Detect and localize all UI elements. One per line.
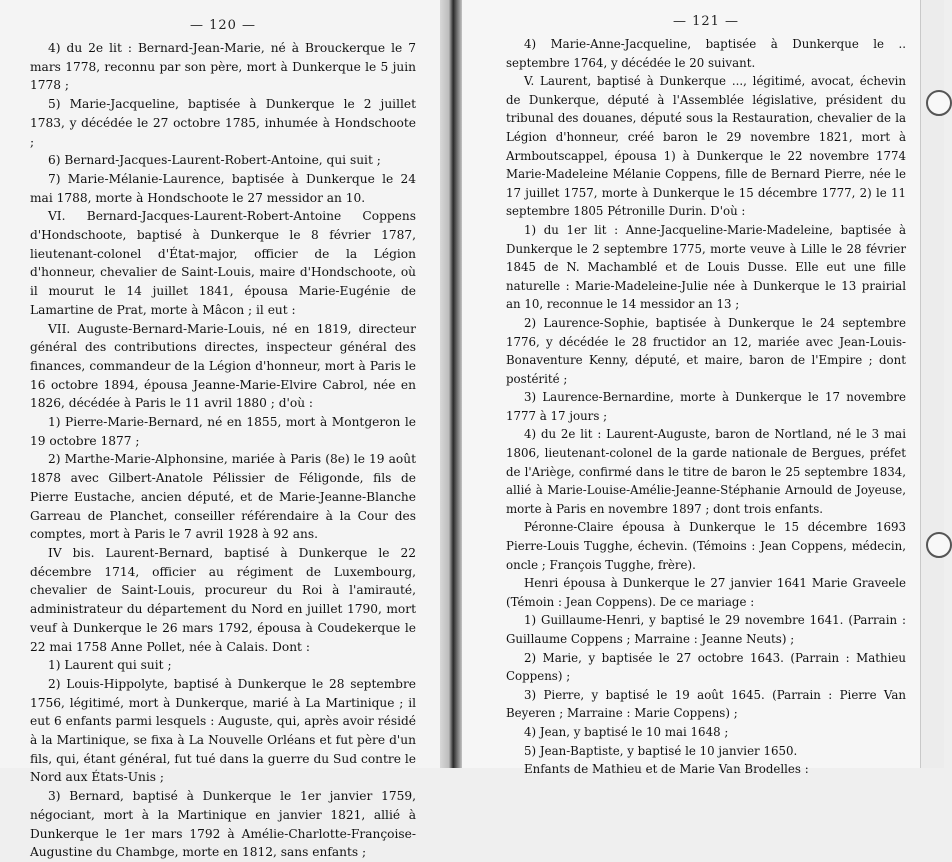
paragraph: 1) Pierre-Marie-Bernard, né en 1855, mort à Montgeron le 19 octobre 1877 ; (30, 415, 416, 448)
paragraph: Enfants de Mathieu et de Marie Van Brodelles : (524, 762, 809, 777)
paragraph: 3) Pierre, y baptisé le 19 août 1645. (Parrain : Pierre Van Beyeren ; Marraine : Marie Coppens) ; (506, 687, 906, 721)
paragraph: 7) Marie-Mélanie-Laurence, baptisée à Dunkerque le 24 mai 1788, morte à Hondschoote le 27 messidor an 10. (30, 171, 416, 205)
book-gutter (440, 0, 462, 768)
paragraph: 3) Laurence-Bernardine, morte à Dunkerque le 17 novembre 1777 à 17 jours ; (506, 390, 906, 423)
paragraph: 6) Bernard-Jacques-Laurent-Robert-Antoine, qui suit ; (48, 153, 381, 168)
paragraph: Péronne-Claire épousa à Dunkerque le 15 décembre 1693 Pierre-Louis Tugghe, échevin. (Témoins : Jean Coppens, médecin, oncle ; François Tugghe, frère). (506, 520, 906, 572)
left-page (0, 0, 440, 860)
paragraph: 5) Marie-Jacqueline, baptisée à Dunkerque le 2 juillet 1783, y décédée le 27 octobre 1785, inhumée à Hondschoote ; (30, 97, 416, 149)
paragraph: 2) Louis-Hippolyte, baptisé à Dunkerque le 28 septembre 1756, légitimé, mort à Dunkerque, marié à La Martinique ; il eut 6 enfants parmi lesquels : Auguste, qui, après avoir résidé à la Martinique, se fixa à La Nouvelle Orléans et fut père d'un fils, qui, étant général, fut tué dans la guerre du Sud contre le Nord aux États-Unis ; (30, 676, 416, 785)
paragraph: 4) Jean, y baptisé le 10 mai 1648 ; (524, 724, 729, 739)
paragraph: 3) Bernard, baptisé à Dunkerque le 1er janvier 1759, négociant, mort à la Martinique en janvier 1821, allié à Dunkerque le 1er mars 1792 à Amélie-Charlotte-Françoise-Augustine du Chambge, morte en 1812, sans enfants ; (30, 789, 416, 860)
paragraph: 4) Marie-Anne-Jacqueline, baptisée à Dunkerque le .. septembre 1764, y décédée le 20 suivant. (506, 37, 906, 70)
right-page-text (506, 35, 906, 779)
paragraph: 4) du 2e lit : Laurent-Auguste, baron de Nortland, né le 3 mai 1806, lieutenant-colonel de la garde nationale de Bergues, préfet de l'Ariège, confirmé dans le titre de baron le 25 septembre 1834, allié à Marie-Louise-Amélie-Jeanne-Stéphanie Arnould de Joyeuse, morte à Paris en novembre 1897 ; dont trois enfants. (506, 427, 906, 516)
right-page (462, 0, 920, 777)
binding-hole-icon (926, 90, 952, 116)
paragraph: Henri épousa à Dunkerque le 27 janvier 1641 Marie Graveele (Témoin : Jean Coppens). De ce mariage : (506, 576, 906, 609)
page-number-right: — 121 — (672, 14, 740, 29)
binding-hole-icon (926, 532, 952, 558)
page-number-left: — 120 — (189, 18, 257, 33)
paragraph: IV bis. Laurent-Bernard, baptisé à Dunkerque le 22 décembre 1714, officier au régiment de Luxembourg, chevalier de Saint-Louis, procureur du Roi à l'amirauté, administrateur du département du Nord en juillet 1790, mort veuf à Dunkerque le 26 mars 1792, épousa à Coudekerque le 22 mai 1758 Anne Pollet, née à Calais. Dont : (30, 545, 416, 654)
paragraph: 2) Marthe-Marie-Alphonsine, mariée à Paris (8e) le 19 août 1878 avec Gilbert-Anatole Pélissier de Féligonde, fils de Pierre Eustache, ancien député, et de Marie-Jeanne-Blanche Garreau de Planchet, conseiller référendaire à la Cour des comptes, mort à Paris le 7 avril 1928 à 92 ans. (30, 452, 416, 542)
paragraph: VII. Auguste-Bernard-Marie-Louis, né en 1819, directeur général des contributions directes, inspecteur général des finances, commandeur de la Légion d'honneur, mort à Paris le 16 octobre 1894, épousa Jeanne-Marie-Elvire Cabrol, née en 1826, décédée à Paris le 11 avril 1880 ; d'où : (30, 321, 416, 411)
paragraph: VI. Bernard-Jacques-Laurent-Robert-Antoine Coppens d'Hondschoote, baptisé à Dunkerque le 8 février 1787, lieutenant-colonel d'État-major, officier de la Légion d'honneur, chevalier de Saint-Louis, maire d'Hondschoote, où il mourut le 14 juillet 1841, épousa Marie-Eugénie de Lamartine de Prat, morte à Mâcon ; il eut : (30, 209, 416, 317)
paragraph: 1) du 1er lit : Anne-Jacqueline-Marie-Madeleine, baptisée à Dunkerque le 2 septembre 1775, morte veuve à Lille le 28 février 1845 de N. Machamblé et de Louis Dusse. Elle eut une fille naturelle : Marie-Madeleine-Julie née à Dunkerque le 13 prairial an 10, reconnue le 14 messidor an 13 ; (506, 222, 906, 312)
paragraph: 1) Laurent qui suit ; (48, 658, 172, 673)
paragraph: 2) Marie, y baptisée le 27 octobre 1643. (Parrain : Mathieu Coppens) ; (506, 650, 906, 684)
paragraph: 4) du 2e lit : Bernard-Jean-Marie, né à Brouckerque le 7 mars 1778, reconnu par son père, mort à Dunkerque le 5 juin 1778 ; (30, 41, 416, 93)
paragraph: V. Laurent, baptisé à Dunkerque ..., légitimé, avocat, échevin de Dunkerque, député à l'Assemblée législative, président du tribunal des douanes, député sous la Restauration, chevalier de la Légion d'honneur, créé baron le 29 novembre 1821, mort à Armboutscappel, épousa 1) à Dunkerque le 22 novembre 1774 Marie-Madeleine Mélanie Coppens, fille de Bernard Pierre, née le 17 juillet 1757, morte à Dunkerque le 15 décembre 1777, 2) le 11 septembre 1805 Pétronille Durin. D'où : (506, 74, 906, 219)
left-page-text (30, 39, 416, 862)
paragraph: 1) Guillaume-Henri, y baptisé le 29 novembre 1641. (Parrain : Guillaume Coppens ; Marraine : Jeanne Neuts) ; (506, 613, 906, 646)
paragraph: 5) Jean-Baptiste, y baptisé le 10 janvier 1650. (524, 743, 798, 758)
paragraph: 2) Laurence-Sophie, baptisée à Dunkerque le 24 septembre 1776, y décédée le 28 fructidor an 12, mariée avec Jean-Louis-Bonaventure Kenny, député, et maire, baron de l'Empire ; dont postérité ; (506, 315, 906, 386)
